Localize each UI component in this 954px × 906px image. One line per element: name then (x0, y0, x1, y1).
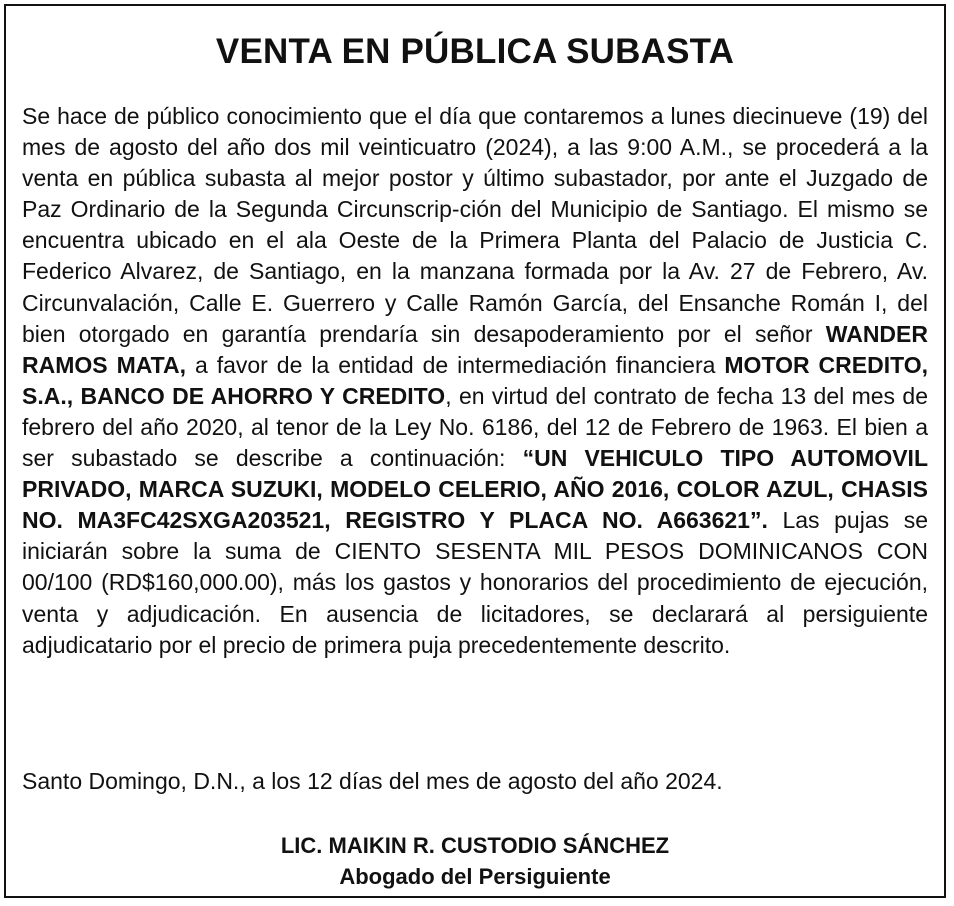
auction-notice (4, 4, 946, 898)
creditor-name: MOTOR CREDITO, S.A., BANCO DE AHORRO Y CREDITO (22, 351, 929, 409)
signature-role: Abogado del Persiguiente (339, 864, 611, 889)
body-part-1: Se hace de público conocimiento que el día que contaremos a lunes diecinueve (19) del mes de agosto del año dos mil veinticuatro (2024), a las 9:00 A.M., se procederá a la venta en pública subasta al mejor postor y último subastador, por ante el Juzgado de Paz Ordinario de la Segunda Circunscrip-ción del Municipio de Santiago. El mismo se encuentra ubicado en el ala Oeste de la Primera Planta del Palacio de Justicia C. Federico Alvarez, de Santiago, en la manzana formada por la Av. 27 de Febrero, Av. Circunvalación, Calle E. Guerrero y Calle Ramón García, del Ensanche Román I, del bien otorgado en garantía prendaría sin desapoderamiento por el señor (22, 103, 928, 347)
place-date-line: Santo Domingo, D.N., a los 12 días del mes de agosto del año 2024. (22, 768, 723, 794)
signature-name: LIC. MAIKIN R. CUSTODIO SÁNCHEZ (280, 833, 670, 858)
body-part-2: a favor de la entidad de intermediación financiera (185, 351, 725, 378)
notice-body (22, 101, 928, 661)
item-description: “UN VEHICULO TIPO AUTOMOVIL PRIVADO, MARCA SUZUKI, MODELO CELERIO, AÑO 2016, COLOR AZUL, CHASIS NO. MA3FC42SXGA203521, REGISTRO Y PLACA NO. A663621”. (22, 445, 928, 534)
body-part-4: Las pujas se iniciarán sobre la suma de CIENTO SESENTA MIL PESOS DOMINICANOS CON 00/100 (RD$160,000.00), más los gastos y honorarios del procedimiento de ejecución, venta y adjudicación. En ausencia de licitadores, se declarará al persiguiente adjudicatario por el precio de primera puja precedentemente descrito. (22, 507, 928, 658)
notice-title: VENTA EN PÚBLICA SUBASTA (215, 32, 735, 71)
debtor-name: WANDER RAMOS MATA, (22, 320, 928, 378)
signature-block (6, 830, 944, 892)
body-part-3: , en virtud del contrato de fecha 13 del mes de febrero del año 2020, al tenor de la Ley No. 6186, del 12 de Febrero de 1963. El bien a ser subastado se describe a continuación: (22, 382, 928, 472)
